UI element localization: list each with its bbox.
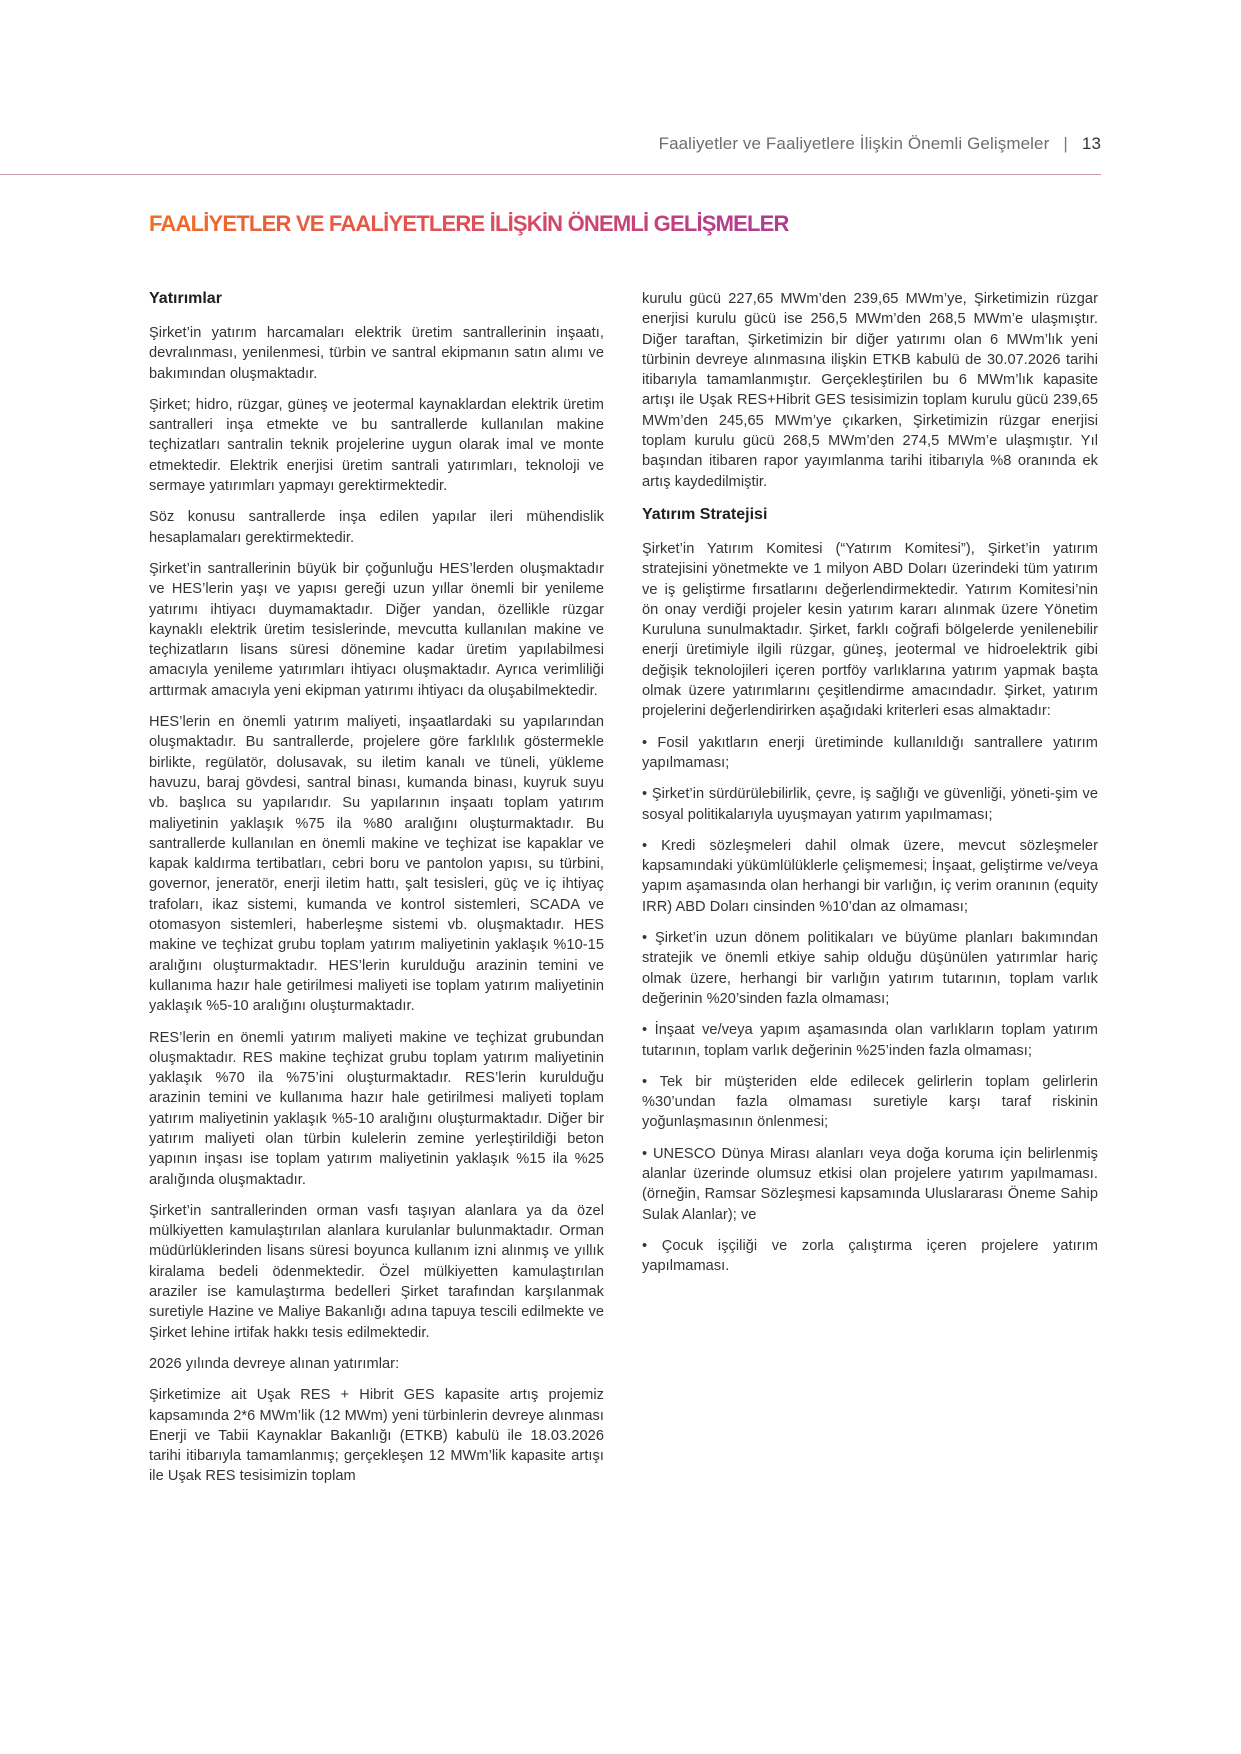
page-heading: FAALİYETLER VE FAALİYETLERE İLİŞKİN ÖNEMLİ GELİŞMELER	[149, 211, 1099, 237]
page-number: 13	[1081, 134, 1101, 153]
paragraph: HES’lerin en önemli yatırım maliyeti, inşaatlardaki su yapılarından oluşmaktadır. Bu santrallerde, projelere göre farklılık göstermekle birlikte, regülatör, dolusavak, su iletim kanalı ve tüneli, yükleme havuzu, baraj gövdesi, santral binası, kumanda binası, kuyruk suyu vb. başlıca su yapılarıdır. Su yapılarının inşaatı toplam yatırım maliyetinin yaklaşık %75 ila %80 aralığını oluşturmaktadır. Bu santrallerde kullanılan en önemli makine ve teçhizat ise kapaklar ve kapak kaldırma tertibatları, cebri boru ve pantolon yapısı, su türbini, governor, jeneratör, enerji iletim hattı, şalt tesisleri, güç ve iç ihtiyaç trafoları, ikaz sistemi, kumanda ve kontrol sistemleri, SCADA ve otomasyon sistemleri, haberleşme sistemi vb. oluşmaktadır. HES makine ve teçhizat grubu toplam yatırım maliyetinin yaklaşık %10-15 aralığını oluşturmaktadır. HES’lerin kurulduğu arazinin temini ve kullanıma hazır hale getirilmesi maliyeti ise toplam yatırım maliyetinin yaklaşık %5-10 aralığını oluşturmaktadır.	[149, 714, 604, 1015]
subheading-yatirimlar: Yatırımlar	[149, 290, 222, 307]
paragraph: Söz konusu santrallerde inşa edilen yapılar ileri mühendislik hesaplamaları gerektirmektedir.	[149, 509, 604, 546]
paragraph: Şirket’in santrallerinin büyük bir çoğunluğu HES’lerden oluşmaktadır ve HES’lerin yaşı ve yapısı gereği uzun yıllar önemli bir yenileme yatırımı ihtiyacı duymamaktadır. Diğer yandan, özellikle rüzgar kaynaklı elektrik üretim tesislerinde, mevcutta kullanılan makine ve teçhizatların lisans süresi dönemine kadar üretim yapılabilmesi amacıyla yenileme yatırımları ihtiyacı oluşmaktadır. Ayrıca verimliliği arttırmak amacıyla yeni ekipman yatırımı ihtiyacı da oluşabilmektedir.	[149, 560, 604, 699]
criteria-bullet: • Çocuk işçiliği ve zorla çalıştırma içeren projelere yatırım yapılmaması.	[642, 1237, 1098, 1275]
criteria-bullet: • Tek bir müşteriden elde edilecek gelirlerin toplam gelirlerin %30’undan fazla olmaması suretiyle karşı taraf riskinin yoğunlaşmasının önlenmesi;	[642, 1073, 1098, 1131]
criteria-bullet: • Şirket’in sürdürülebilirlik, çevre, iş sağlığı ve güvenliği, yöneti-şim ve sosyal politikalarıyla uyuşmayan yatırım yapılmaması;	[642, 786, 1098, 823]
paragraph: Şirketimize ait Uşak RES + Hibrit GES kapasite artış projemiz kapsamında 2*6 MWm’lik (12 MWm) yeni türbinlerin devreye alınması Enerji ve Tabii Kaynaklar Bakanlığı (ETKB) kabulü ile 18.03.2026 tarihi itibarıyla tamamlanmış; gerçekleşen 12 MWm’lik kapasite artışı ile Uşak RES tesisimizin toplam	[149, 1387, 604, 1485]
header-rule	[0, 174, 1101, 175]
strategy-intro: Şirket’in Yatırım Komitesi (“Yatırım Komitesi”), Şirket’in yatırım stratejisini yönetmekte ve 1 milyon ABD Doları üzerindeki tüm yatırım ve iş geliştirme fırsatlarını değerlendirmektedir. Yatırım Komitesi’nin ön onay verdiği projeler kesin yatırım kararı alınmak üzere Yönetim Kuruluna sunulmaktadır. Şirket, farklı coğrafi bölgelerde yenilenebilir enerji üretimiyle ilgili rüzgar, güneş, jeotermal ve hidroelektrik gibi değişik teknolojileri içeren portföy varlıklarına yatırım yapmak başta olmak üzere yatırımlarını çeşitlendirme amacındadır. Şirket, yatırım projelerini değerlendirirken aşağıdaki kriterleri esas almaktadır:	[642, 540, 1098, 720]
paragraph: 2026 yılında devreye alınan yatırımlar:	[149, 1355, 400, 1372]
criteria-bullet: • Kredi sözleşmeleri dahil olmak üzere, mevcut sözleşmeler kapsamındaki yükümlülüklerle çelişmemesi; İnşaat, geliştirme ve/veya yapım aşamasında olan herhangi bir varlığın, iç verim oranının (equity IRR) ABD Doları cinsinden %10’dan az olmaması;	[642, 837, 1098, 915]
left-column	[149, 288, 604, 1498]
criteria-bullet: • Fosil yakıtların enerji üretiminde kullanıldığı santrallere yatırım yapılmaması;	[642, 734, 1098, 771]
header-separator: |	[1063, 134, 1068, 153]
paragraph: Şirket; hidro, rüzgar, güneş ve jeotermal kaynaklardan elektrik üretim santralleri inşa etmekte ve bu santrallerde kullanılan makine teçhizatları santralin teknik projelerine uygun olarak imal ve monte etmektedir. Elektrik enerjisi üretim santrali yatırımları, teknoloji ve sermaye yatırımları yapmayı gerektirmektedir.	[149, 396, 604, 495]
paragraph: Şirket’in santrallerinden orman vasfı taşıyan alanlara ya da özel mülkiyetten kamulaştırılan alanlara kurulanlar bulunmaktadır. Orman müdürlüklerinden lisans süresi boyunca kullanım izni alınmış ve yıllık kiralama bedeli ödenmektedir. Özel mülkiyetten kamulaştırılan araziler ise kamulaştırma bedelleri Şirket tarafından karşılanmak suretiyle Hazine ve Maliye Bakanlığı adına tapuya tescili edilmekte ve Şirket lehine irtifak hakkı tesis edilmektedir.	[149, 1202, 604, 1341]
continuation-paragraph: kurulu gücü 227,65 MWm’den 239,65 MWm’ye, Şirketimizin rüzgar enerjisi kurulu gücü ise 256,5 MWm’den 268,5 MWm’e ulaşmıştır. Diğer taraftan, Şirketimizin bir diğer yatırımı olan 6 MWm’lık yeni türbinin devreye alınmasına ilişkin ETKB kabulü de 30.07.2026 tarihi itibarıyla tamamlanmıştır. Gerçekleştirilen bu 6 MWm’lık kapasite artışı ile Uşak RES+Hibrit GES tesisimizin toplam kurulu gücü 239,65 MWm’den 245,65 MWm’ye çıkarken, Şirketimizin rüzgar enerjisi toplam kurulu gücü 268,5 MWm’den 274,5 MWm’e ulaşmıştır. Yıl başından itibaren rapor yayımlanma tarihi itibarıyla %8 oranında ek artış kaydedilmiştir.	[642, 291, 1098, 490]
section-title: Faaliyetler ve Faaliyetlere İlişkin Önemli Gelişmeler	[658, 134, 1050, 153]
paragraph: RES’lerin en önemli yatırım maliyeti makine ve teçhizat grubundan oluşmaktadır. RES makine teçhizat grubu toplam yatırım maliyetinin yaklaşık %70 ila %75’ini oluşturmaktadır. RES’lerin kurulduğu arazinin temini ve kullanıma hazır hale getirilmesi maliyeti toplam yatırım maliyetinin yaklaşık %5-10 aralığını oluşturmaktadır. Diğer bir yatırım maliyeti olan türbin kulelerin zemine yerleştirildiği beton yapının inşası ise toplam yatırım maliyetinin yaklaşık %15 ila %25 aralığında oluşmaktadır.	[149, 1029, 604, 1188]
paragraph: Şirket’in yatırım harcamaları elektrik üretim santrallerinin inşaatı, devralınması, yenilenmesi, türbin ve santral ekipmanın satın alımı ve bakımından oluşmaktadır.	[149, 325, 604, 382]
criteria-bullet: • UNESCO Dünya Mirası alanları veya doğa koruma için belirlenmiş alanlar üzerinde olumsuz etkisi olan projelere yatırım yapılmaması. (örneğin, Ramsar Sözleşmesi kapsamında Uluslararası Öneme Sahip Sulak Alanlar); ve	[642, 1145, 1098, 1223]
criteria-bullet: • Şirket’in uzun dönem politikaları ve büyüme planları bakımından stratejik ve önemli etkiye sahip olduğu düşünülen yatırımlar hariç olmak üzere, herhangi bir varlığın yatırım tutarının, toplam varlık değerinin %20’sinden fazla olmaması;	[642, 930, 1098, 1007]
criteria-bullet: • İnşaat ve/veya yapım aşamasında olan varlıkların toplam yatırım tutarının, toplam varlık değerinin %25’inden fazla olmaması;	[642, 1022, 1098, 1059]
right-column	[642, 289, 1098, 1287]
subheading-yatirim-stratejisi: Yatırım Stratejisi	[642, 505, 768, 523]
running-header	[659, 134, 1101, 154]
